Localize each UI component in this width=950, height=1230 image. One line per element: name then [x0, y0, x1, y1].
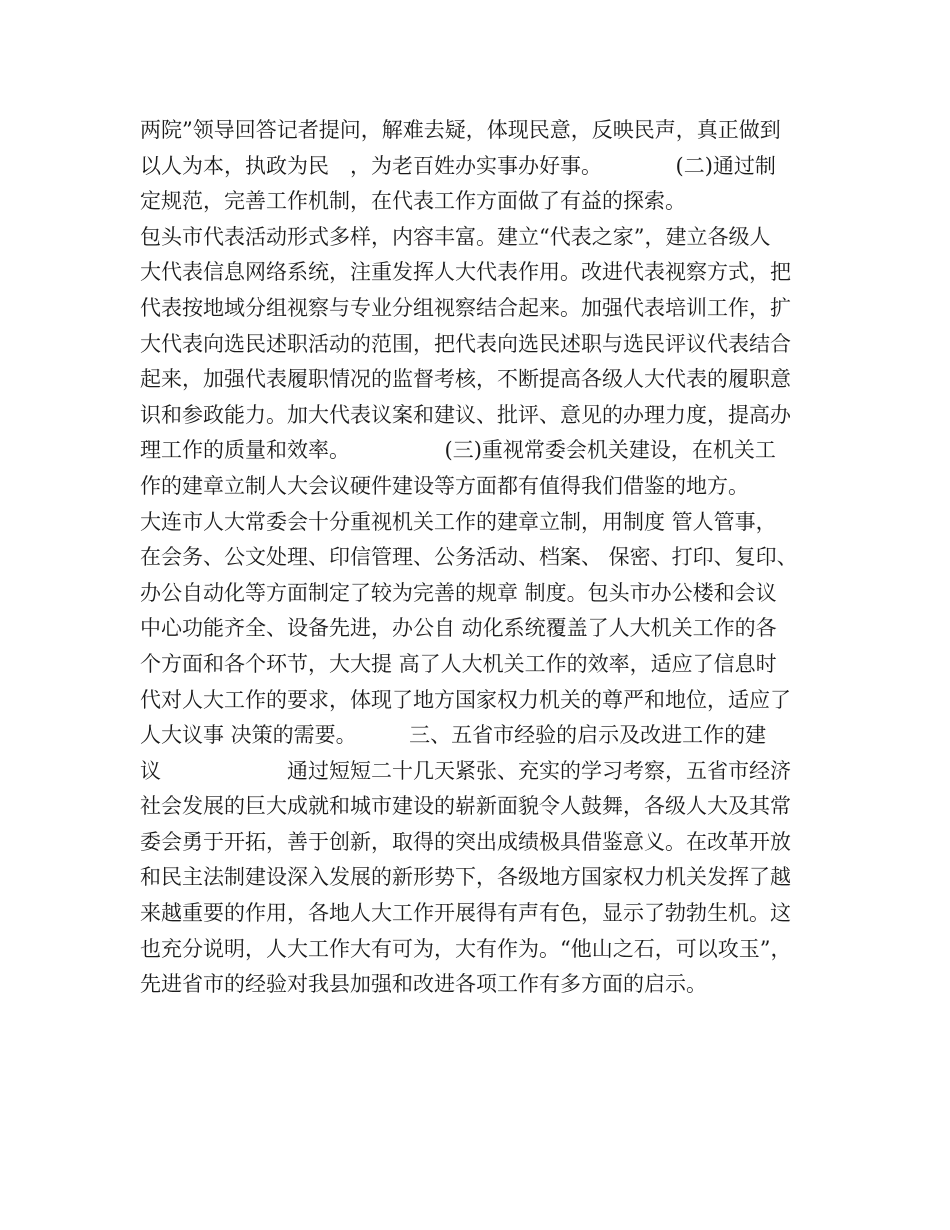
text-line: 委会勇于开拓，善于创新，取得的突出成绩极具借鉴意义。在改革开放	[140, 829, 791, 854]
text-line: 以人为本，执政为民 ，为老百姓办实事办好事。 (二)通过制	[140, 153, 776, 178]
text-line: 识和参政能力。加大代表议案和建议、批评、意见的办理力度，提高办	[140, 402, 791, 427]
text-line: 大代表信息网络系统，注重发挥人大代表作用。改进代表视察方式，把	[140, 260, 791, 285]
text-line: 大代表向选民述职活动的范围，把代表向选民述职与选民评议代表结合	[140, 331, 791, 356]
text-line: 议 通过短短二十几天紧张、充实的学习考察，五省市经济	[140, 758, 791, 783]
text-line: 和民主法制建设深入发展的新形势下，各级地方国家权力机关发挥了越	[140, 865, 791, 890]
text-line: 包头市代表活动形式多样，内容丰富。建立“代表之家”，建立各级人	[140, 224, 771, 249]
text-line: 办公自动化等方面制定了较为完善的规章 制度。包头市办公楼和会议	[140, 580, 777, 605]
text-line: 大连市人大常委会十分重视机关工作的建章立制，用制度 管人管事，	[140, 509, 777, 534]
text-line: 人大议事 决策的需要。 三、五省市经验的启示及改进工作的建	[140, 723, 767, 748]
text-line: 代表按地域分组视察与专业分组视察结合起来。加强代表培训工作，扩	[140, 295, 791, 320]
body-text	[140, 113, 830, 1003]
text-line: 中心功能齐全、设备先进，办公自 动化系统覆盖了人大机关工作的各	[140, 616, 777, 641]
text-line: 社会发展的巨大成就和城市建设的崭新面貌令人鼓舞，各级人大及其常	[140, 794, 791, 819]
text-line: 定规范，完善工作机制，在代表工作方面做了有益的探索。	[140, 189, 686, 214]
text-line: 代对人大工作的要求，体现了地方国家权力机关的尊严和地位，适应了	[140, 687, 791, 712]
text-line: 也充分说明，人大工作大有可为，大有作为。“他山之石，可以攻玉”，	[140, 936, 792, 961]
text-line: 先进省市的经验对我县加强和改进各项工作有多方面的启示。	[140, 972, 707, 997]
text-line: 个方面和各个环节，大大提 高了人大机关工作的效率，适应了信息时	[140, 651, 777, 676]
text-line: 在会务、公文处理、印信管理、公务活动、档案、 保密、打印、复印、	[140, 545, 798, 570]
text-line: 来越重要的作用，各地人大工作开展得有声有色，显示了勃勃生机。这	[140, 901, 791, 926]
text-line: 起来，加强代表履职情况的监督考核，不断提高各级人大代表的履职意	[140, 367, 791, 392]
text-line: 两院”领导回答记者提问，解难去疑，体现民意，反映民声，真正做到	[140, 118, 781, 142]
text-line: 理工作的质量和效率。 (三)重视常委会机关建设，在机关工	[140, 438, 776, 463]
text-line: 作的建章立制人大会议硬件建设等方面都有值得我们借鉴的地方。	[140, 473, 749, 498]
